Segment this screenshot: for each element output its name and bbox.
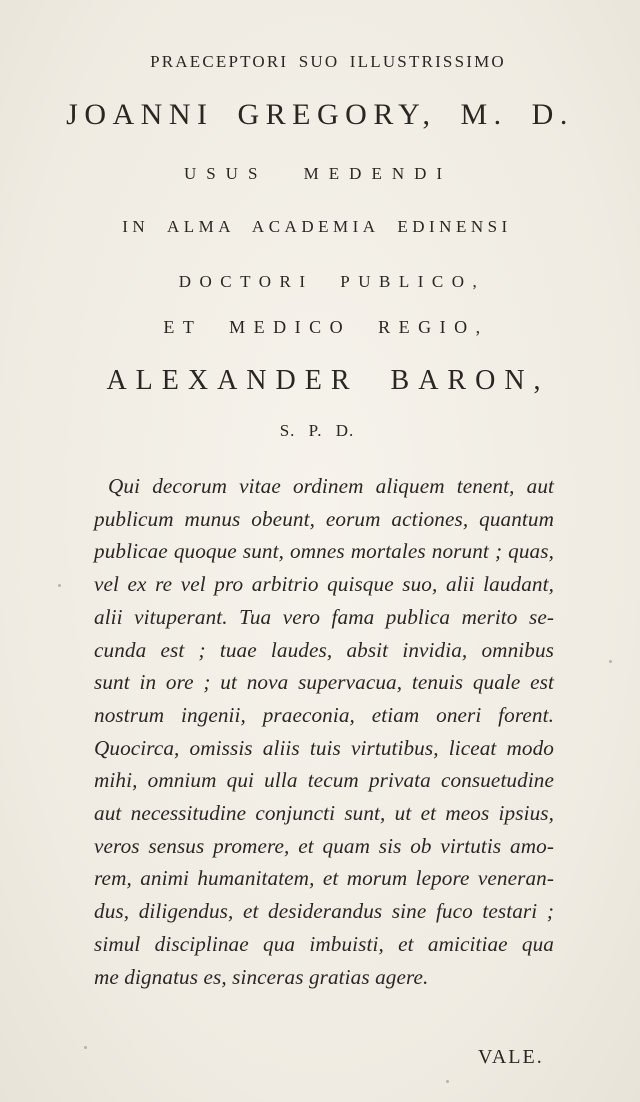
body-line: cunda est ; tuae laudes, absit invidia, omnibus (94, 637, 554, 662)
body-line: publicum munus obeunt, eorum actiones, quantum (94, 506, 554, 531)
body-line: mihi, omnium qui ulla tecum privata consuetudine (94, 768, 554, 793)
title-medico-regio: ET MEDICO REGIO, (163, 317, 489, 337)
paper-speck (609, 660, 612, 663)
salutation: S. P. D. (279, 421, 355, 440)
body-line: rem, animi humanitatem, et morum lepore veneran- (94, 866, 554, 891)
title-usus-medendi: USUS MEDENDI (183, 164, 453, 183)
body-line: me dignatus es, sinceras gratias agere. (94, 964, 429, 989)
title-academia: IN ALMA ACADEMIA EDINENSI (122, 217, 512, 236)
body-line: alii vituperant. Tua vero fama publica merito se- (94, 604, 554, 629)
paper-speck (84, 1046, 87, 1049)
body-line: Quocirca, omissis aliis tuis virtutibus, liceat modo (94, 735, 554, 760)
body-line: simul disciplinae qua imbuisti, et amicitiae qua (94, 931, 554, 956)
body-line: veros sensus promere, et quam sis ob virtutis amo- (94, 833, 554, 858)
body-line: publicae quoque sunt, omnes mortales norunt ; quas, (94, 539, 554, 564)
body-line: dus, diligendus, et desiderandus sine fuco testari ; (94, 899, 554, 924)
author-name: ALEXANDER BARON, (106, 365, 550, 396)
paper-speck (446, 1080, 449, 1083)
body-line: Qui decorum vitae ordinem aliquem tenent, aut (108, 474, 554, 498)
dedication-line: PRAECEPTORI SUO ILLUSTRISSIMO (150, 52, 506, 71)
body-line: nostrum ingenii, praeconia, etiam oneri forent. (94, 702, 554, 727)
body-line: aut necessitudine conjuncti sunt, ut et meos ipsius, (94, 801, 554, 826)
closing-vale: VALE. (478, 1046, 544, 1068)
dedication-body (94, 470, 554, 993)
recipient-name: JOANNI GREGORY, M. D. (66, 98, 574, 131)
body-line: sunt in ore ; ut nova supervacua, tenuis quale est (94, 670, 554, 695)
title-doctori-publico: DOCTORI PUBLICO, (178, 272, 486, 291)
paper-speck (58, 584, 61, 587)
body-line: vel ex re vel pro arbitrio quisque suo, alii laudant, (94, 572, 554, 597)
